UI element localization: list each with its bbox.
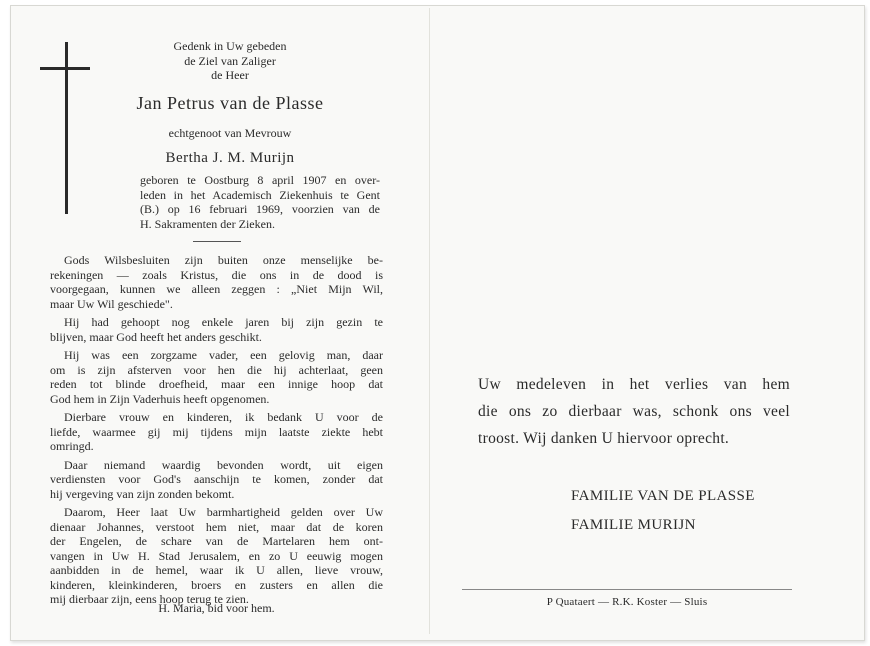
deceased-name: Jan Petrus van de Plasse — [136, 93, 324, 113]
text-line: reden tot blinde droefheid, maar een innige hoop dat — [50, 377, 383, 391]
paragraph — [50, 315, 383, 344]
section-divider — [193, 241, 241, 242]
text-line: Gods Wilsbesluiten zijn buiten onze menselijke be- — [64, 253, 383, 267]
intro-block — [130, 39, 330, 83]
text-line: mij dierbaar zijn, eens hoop terug te zien. — [50, 592, 249, 606]
text-line: liefde, waarmee gij mij tijdens mijn laatste ziekte hebt — [50, 424, 383, 439]
printer-rule — [462, 589, 792, 590]
text-line: Daarom, Heer laat Uw barmhartigheid gelden over Uw — [64, 505, 383, 519]
text-line: rekeningen — zoals Kristus, die ons in de dood is — [50, 267, 383, 282]
cross-horizontal-beam — [40, 67, 90, 70]
birth-line: leden in het Academisch Ziekenhuis te Gent — [140, 187, 380, 202]
spouse-name: Bertha J. M. Murijn — [165, 150, 295, 166]
intro-line: de Heer — [211, 68, 249, 82]
thanks-line: Uw medeleven in het verlies van hem — [478, 376, 790, 393]
text-line: omringd. — [50, 439, 94, 453]
memorial-text — [50, 253, 383, 611]
text-line: blijven, maar God heeft het anders geschikt. — [50, 329, 262, 344]
family-signatures — [571, 482, 755, 540]
birth-line: geboren te Oostburg 8 april 1907 en over- — [140, 173, 380, 187]
text-line: dienaar Johannes, verstoot hem niet, maar dat de koren — [50, 519, 383, 534]
text-line: Daar niemand waardig bevonden wordt, uit eigen — [64, 457, 383, 472]
text-line: maar Uw Wil geschiede". — [50, 296, 173, 311]
text-line: verdiensten voor God's aanschijn te komen, zonder dat — [50, 472, 383, 486]
text-line: Hij was een zorgzame vader, een gelovig man, daar — [64, 348, 383, 362]
intro-line: de Ziel van Zaliger — [184, 53, 276, 68]
birth-death-details — [140, 173, 380, 231]
text-line: der Engelen, de schare van de Martelaren hem ont- — [50, 534, 383, 548]
paragraph — [50, 348, 383, 406]
text-line: vangen in Uw H. Stad Jerusalem, en zo U eeuwig mogen — [50, 548, 383, 563]
text-line: aanbidden in de hemel, waar ik U allen, lieve vrouw, — [50, 563, 383, 577]
text-line: God hem in Zijn Vaderhuis heeft opgenomen. — [50, 391, 270, 406]
family-name: FAMILIE VAN DE PLASSE — [571, 488, 755, 504]
paragraph — [50, 458, 383, 502]
spouse-intro: echtgenoot van Mevrouw — [168, 126, 292, 140]
thanks-line: troost. Wij danken U hiervoor oprecht. — [478, 430, 730, 447]
closing-prayer: H. Maria, bid voor hem. — [158, 601, 275, 615]
thanks-message — [478, 371, 790, 452]
text-line: kinderen, kleinkinderen, broers en zusters en allen die — [50, 577, 383, 592]
thanks-line: die ons zo dierbaar was, schonk ons veel — [478, 403, 790, 420]
birth-line: H. Sakramenten der Zieken. — [140, 216, 275, 231]
family-name: FAMILIE MURIJN — [571, 517, 696, 533]
paragraph — [50, 505, 383, 607]
text-line: Dierbare vrouw en kinderen, ik bedank U voor de — [64, 410, 383, 424]
paragraph — [50, 253, 383, 311]
intro-line: Gedenk in Uw gebeden — [173, 39, 287, 53]
text-line: hij vergeving van zijn zonden bekomt. — [50, 486, 235, 501]
paragraph — [50, 410, 383, 454]
printer-credits: P Quataert — R.K. Koster — Sluis — [546, 596, 708, 608]
text-line: om is zijn afsterven voor hen die hij achterlaat, geen — [50, 362, 383, 377]
text-line: voorgegaan, kunnen we alleen zeggen : „Niet Mijn Wil, — [50, 282, 383, 296]
card-fold-line — [429, 8, 430, 634]
birth-line: (B.) op 16 februari 1969, voorzien van de — [140, 202, 380, 216]
text-line: Hij had gehoopt nog enkele jaren bij zijn gezin te — [64, 315, 383, 329]
